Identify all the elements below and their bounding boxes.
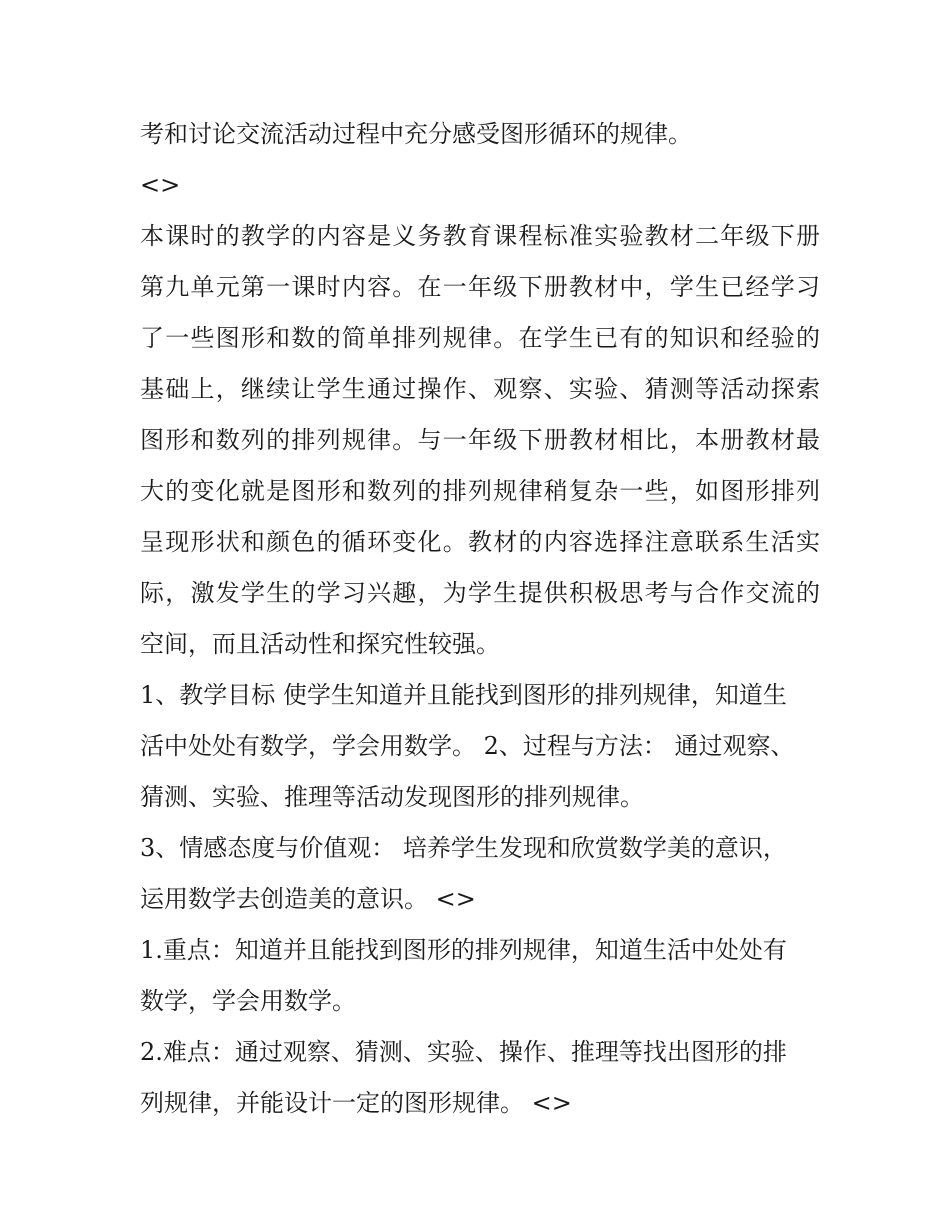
text-line: 图形和数列的排列规律。与一年级下册教材相比，本册教材最 (140, 426, 820, 454)
text-line: 猜测、实验、推理等活动发现图形的排列规律。 (140, 783, 644, 811)
text-line: 1.重点：知道并且能找到图形的排列规律，知道生活中处处有 (140, 936, 787, 964)
text-line: 了一些图形和数的简单排列规律。在学生已有的知识和经验的 (140, 324, 820, 352)
document-body (140, 109, 820, 1129)
text-line: 列规律，并能设计一定的图形规律。 <> (140, 1089, 572, 1117)
text-line: 第九单元第一课时内容。在一年级下册教材中，学生已经学习 (140, 273, 820, 301)
text-line: 数学，学会用数学。 (140, 987, 356, 1015)
text-line: 呈现形状和颜色的循环变化。教材的内容选择注意联系生活实 (140, 528, 820, 556)
text-line: 大的变化就是图形和数列的排列规律稍复杂一些，如图形排列 (140, 477, 820, 505)
text-line: 活中处处有数学，学会用数学。 2、过程与方法： 通过观察、 (140, 732, 795, 760)
text-line: <> (140, 171, 181, 199)
text-line: 运用数学去创造美的意识。 <> (140, 885, 476, 913)
text-line: 2.难点：通过观察、猜测、实验、操作、推理等找出图形的排 (140, 1038, 787, 1066)
text-line: 本课时的教学的内容是义务教育课程标准实验教材二年级下册 (140, 222, 820, 250)
text-line: 考和讨论交流活动过程中充分感受图形循环的规律。 (140, 120, 692, 148)
text-line: 际，激发学生的学习兴趣，为学生提供积极思考与合作交流的 (140, 579, 820, 607)
text-line: 空间，而且活动性和探究性较强。 (140, 630, 500, 658)
text-line: 1、教学目标 使学生知道并且能找到图形的排列规律，知道生 (140, 681, 787, 709)
text-line: 3、情感态度与价值观： 培养学生发现和欣赏数学美的意识， (140, 834, 787, 862)
text-line: 基础上，继续让学生通过操作、观察、实验、猜测等活动探索 (140, 375, 820, 403)
